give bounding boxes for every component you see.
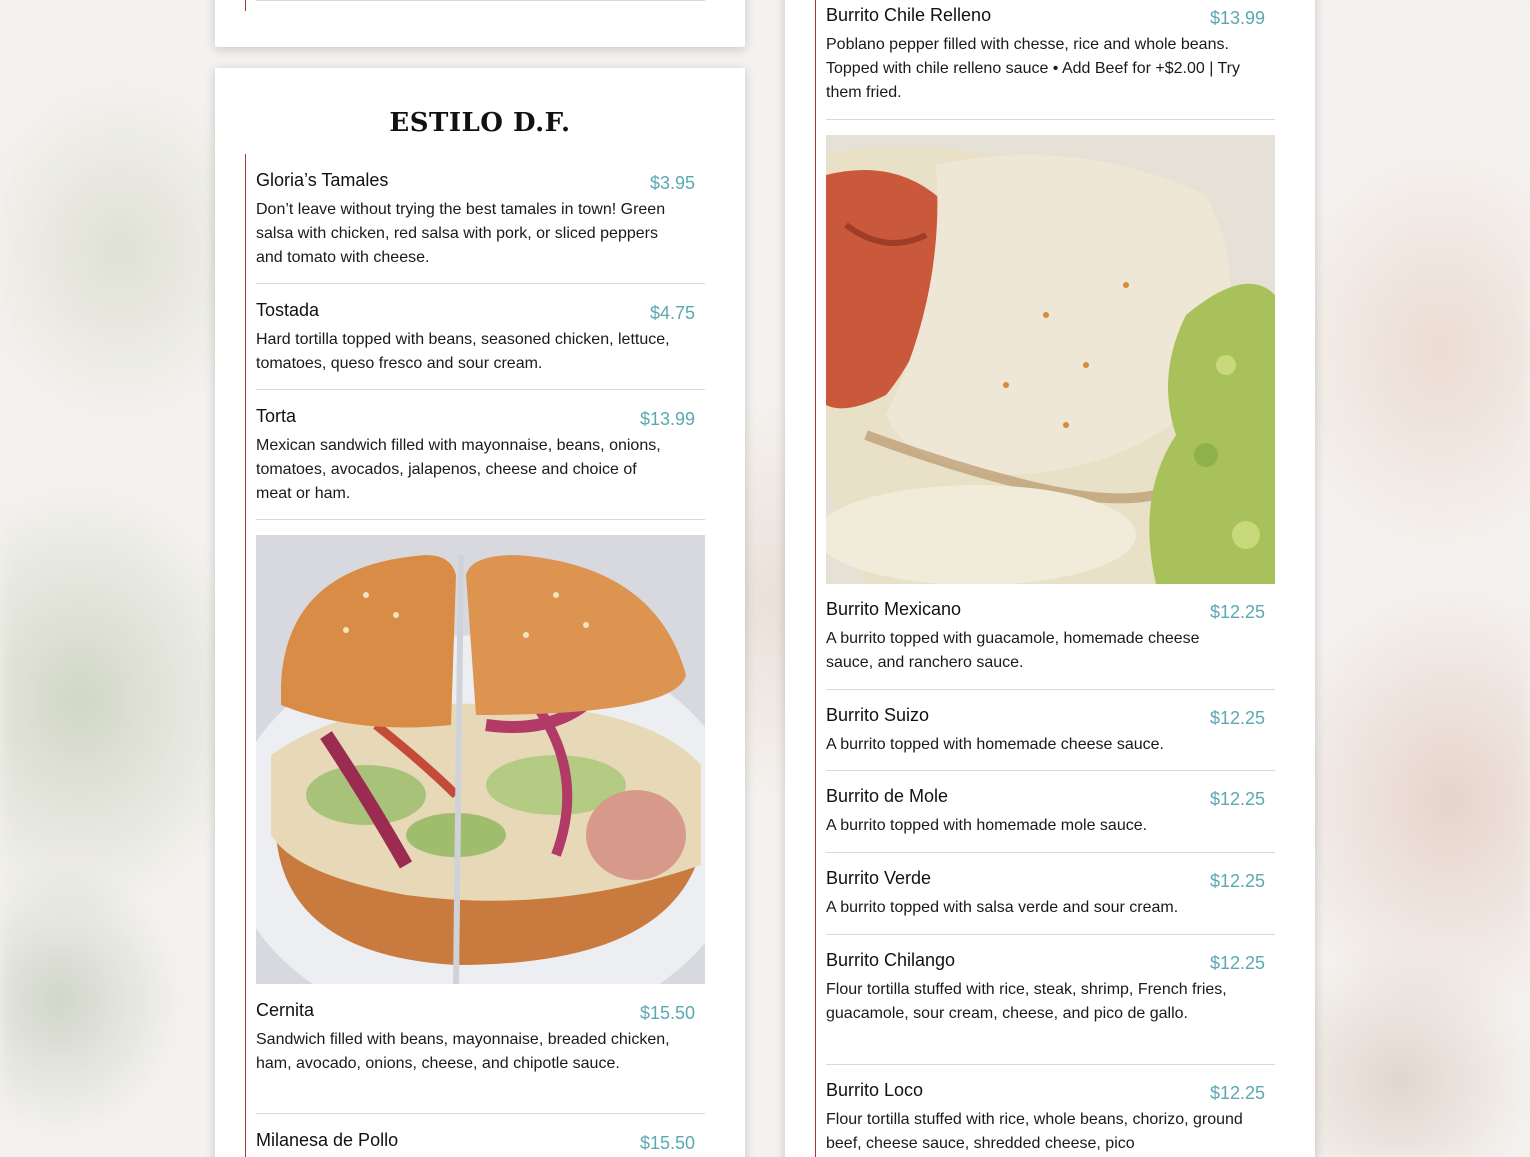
item-divider [826,119,1275,120]
item-description: A burrito topped with salsa verde and sour cream. [826,899,1179,916]
item-divider [256,389,705,390]
burrito-photo-art [826,135,1275,584]
item-price: $12.25 [1209,602,1265,622]
item-name: Tostada [256,300,320,320]
item-name: Burrito Chile Relleno [826,5,992,25]
item-price: $12.25 [1209,871,1265,891]
item-description: Sandwich filled with beans, mayonnaise, breaded chicken, ham, avocado, onions, cheese, and chipotle sauce. [256,1031,670,1072]
item-name: Gloria’s Tamales [256,170,389,190]
menu-section-estilo-df [215,68,745,1157]
item-description: A burrito topped with guacamole, homemade cheese sauce, and ranchero sauce. [826,630,1200,671]
item-price: $12.25 [1209,953,1265,973]
item-divider [826,934,1275,935]
item-description: Mexican sandwich filled with mayonnaise, beans, onions, tomatoes, avocados, jalapenos, cheese and choice of meat or ham. [256,437,661,502]
item-price: $4.75 [649,303,695,323]
item-price: $13.99 [639,409,695,429]
item-description: Flour tortilla stuffed with rice, steak, shrimp, French fries, guacamole, sour cream, cheese, and pico de gallo. [826,981,1227,1022]
item-price: $15.50 [639,1133,695,1153]
section-rail [245,0,246,11]
menu-section-burritos [785,0,1315,1157]
section-rail [245,154,246,1157]
item-name: Burrito Mexicano [826,599,962,619]
item-divider [826,770,1275,771]
sandwich-photo [256,535,705,984]
item-description: A burrito topped with homemade cheese sauce. [826,736,1164,753]
item-divider [826,689,1275,690]
item-name: Burrito Loco [826,1080,924,1100]
section-rail [815,0,816,1157]
item-price: $13.99 [1209,8,1265,28]
item-name: Burrito Chilango [826,950,956,970]
item-divider [826,852,1275,853]
item-description: Hard tortilla topped with beans, seasoned chicken, lettuce, tomatoes, queso fresco and sour cream. [256,331,670,372]
section-title: ESTILO D.F. [389,108,571,138]
item-divider [256,283,705,284]
item-description: Flour tortilla stuffed with rice, whole beans, chorizo, ground beef, cheese sauce, shredded cheese, pico [826,1111,1243,1152]
item-divider [256,519,705,520]
item-description: Don’t leave without trying the best tamales in town! Green salsa with chicken, red salsa with pork, or sliced peppers and tomato with cheese. [256,201,666,266]
item-price: $12.25 [1209,789,1265,809]
item-divider [256,1113,705,1114]
sandwich-photo-art [256,535,705,984]
item-name: Burrito de Mole [826,786,949,806]
item-divider [826,1064,1275,1065]
item-name: Burrito Verde [826,868,932,888]
item-description: Poblano pepper filled with chesse, rice and whole beans. Topped with chile relleno sauce • Add Beef for +$2.00 | Try them fried. [826,36,1241,101]
item-name: Torta [256,406,297,426]
item-name: Burrito Suizo [826,705,930,725]
item-price: $15.50 [639,1003,695,1023]
item-name: Cernita [256,1000,315,1020]
item-name: Milanesa de Pollo [256,1130,399,1150]
burrito-photo [826,135,1275,584]
item-divider [256,0,705,1]
previous-section-card [215,0,745,47]
item-description: A burrito topped with homemade mole sauce. [826,817,1148,834]
item-price: $12.25 [1209,708,1265,728]
item-price: $3.95 [649,173,695,193]
item-price: $12.25 [1209,1083,1265,1103]
